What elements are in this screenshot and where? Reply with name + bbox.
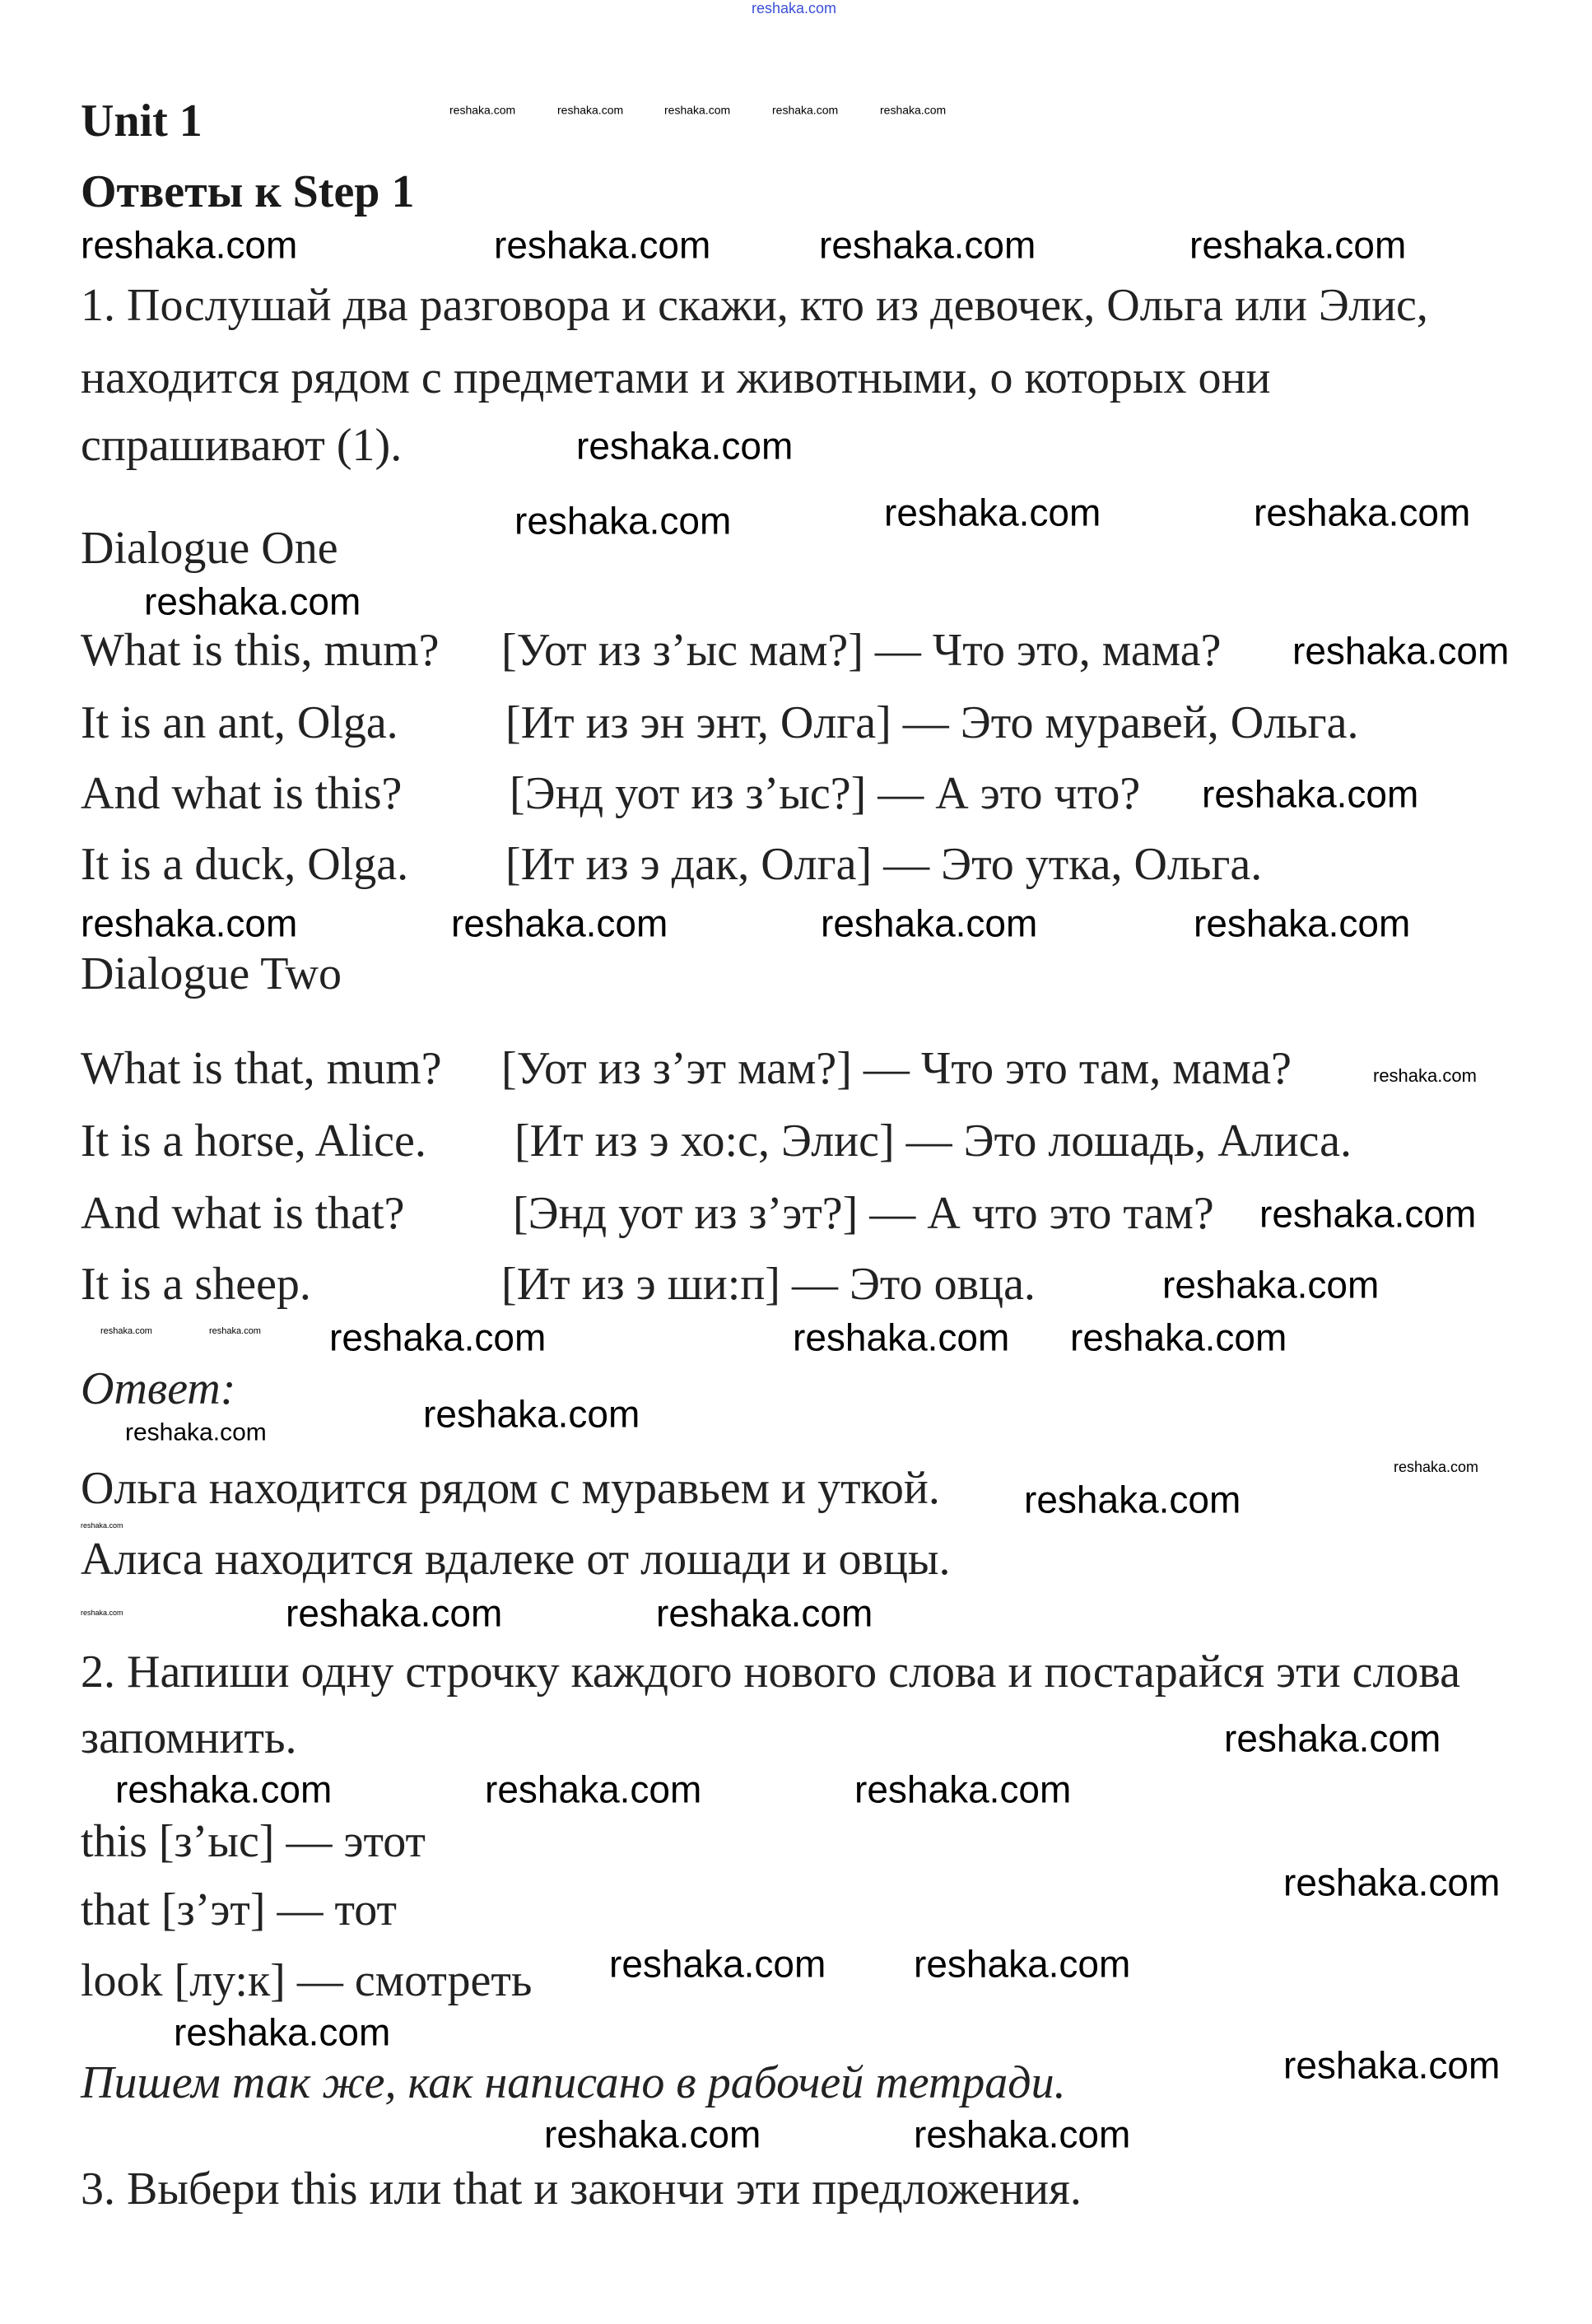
dialogue-one-title: Dialogue One <box>81 523 338 575</box>
watermark: reshaka.com <box>485 1767 702 1811</box>
watermark: reshaka.com <box>1202 772 1419 816</box>
step-title: Ответы к Step 1 <box>81 166 415 218</box>
dialogue-line-ru: [Ит из эн энт, Олга] — Это муравей, Ольга. <box>505 697 1359 749</box>
watermark: reshaka.com <box>772 103 839 117</box>
watermark: reshaka.com <box>793 1316 1010 1359</box>
answer-label: Ответ: <box>81 1363 236 1415</box>
watermark: reshaka.com <box>752 0 837 17</box>
dialogue-line-ru: [Энд уот из з’ыс?] — А это что? <box>510 768 1141 820</box>
watermark: reshaka.com <box>100 1325 152 1336</box>
watermark: reshaka.com <box>1259 1192 1477 1236</box>
dialogue-line-en: It is a sheep. <box>81 1259 311 1311</box>
watermark: reshaka.com <box>854 1767 1072 1811</box>
dialogue-line-ru: [Энд уот из з’эт?] — А что это там? <box>513 1188 1214 1240</box>
answer-text: Ольга находится рядом с муравьем и уткой. <box>81 1463 940 1515</box>
watermark: reshaka.com <box>819 223 1036 267</box>
watermark: reshaka.com <box>329 1316 547 1359</box>
watermark: reshaka.com <box>1292 629 1510 673</box>
dialogue-two-title: Dialogue Two <box>81 948 342 1000</box>
watermark: reshaka.com <box>609 1942 826 1986</box>
watermark: reshaka.com <box>81 1609 123 1618</box>
watermark: reshaka.com <box>144 580 361 623</box>
watermark: reshaka.com <box>81 1521 123 1530</box>
watermark: reshaka.com <box>286 1591 503 1635</box>
task2-note: Пишем так же, как написано в рабочей тетради. <box>81 2057 1066 2109</box>
dialogue-line-en: It is an ant, Olga. <box>81 697 398 749</box>
watermark: reshaka.com <box>1070 1316 1287 1359</box>
dialogue-line-en: It is a horse, Alice. <box>81 1115 426 1167</box>
watermark: reshaka.com <box>514 499 732 543</box>
watermark: reshaka.com <box>423 1392 640 1436</box>
watermark: reshaka.com <box>174 2010 391 2054</box>
task2-text: 2. Напиши одну строчку каждого нового слова и постарайся эти слова <box>81 1646 1460 1698</box>
task1-text: 1. Послушай два разговора и скажи, кто из девочек, Ольга или Элис, <box>81 280 1428 332</box>
watermark: reshaka.com <box>1373 1064 1477 1086</box>
dialogue-line-ru: [Уот из з’эт мам?] — Что это там, мама? <box>501 1043 1292 1095</box>
watermark: reshaka.com <box>656 1591 873 1635</box>
watermark: reshaka.com <box>1254 491 1471 534</box>
dialogue-line-en: And what is that? <box>81 1188 405 1240</box>
watermark: reshaka.com <box>821 901 1038 945</box>
watermark: reshaka.com <box>914 1942 1131 1986</box>
vocab-word: look [лу:к] — смотреть <box>81 1955 533 2007</box>
dialogue-line-en: What is that, mum? <box>81 1043 442 1095</box>
watermark: reshaka.com <box>1194 901 1411 945</box>
watermark: reshaka.com <box>1224 1716 1441 1760</box>
watermark: reshaka.com <box>449 103 516 117</box>
watermark: reshaka.com <box>125 1418 267 1446</box>
watermark: reshaka.com <box>1283 1861 1501 1904</box>
dialogue-line-en: What is this, mum? <box>81 625 440 677</box>
watermark: reshaka.com <box>1283 2043 1501 2087</box>
watermark: reshaka.com <box>914 2112 1131 2156</box>
dialogue-line-en: It is a duck, Olga. <box>81 839 409 891</box>
watermark: reshaka.com <box>451 901 668 945</box>
unit-title: Unit 1 <box>81 95 202 147</box>
watermark: reshaka.com <box>494 223 711 267</box>
watermark: reshaka.com <box>880 103 947 117</box>
dialogue-line-ru: [Ит из э хо:с, Элис] — Это лошадь, Алиса. <box>514 1115 1352 1167</box>
watermark: reshaka.com <box>1189 223 1407 267</box>
watermark: reshaka.com <box>115 1767 333 1811</box>
watermark: reshaka.com <box>1394 1459 1479 1476</box>
dialogue-line-ru: [Ит из э ши:п] — Это овца. <box>501 1259 1036 1311</box>
watermark: reshaka.com <box>664 103 731 117</box>
task3-text: 3. Выбери this или that и закончи эти предложения. <box>81 2163 1082 2215</box>
watermark: reshaka.com <box>544 2112 761 2156</box>
watermark: reshaka.com <box>557 103 624 117</box>
dialogue-line-en: And what is this? <box>81 768 403 820</box>
watermark: reshaka.com <box>81 901 298 945</box>
dialogue-line-ru: [Уот из з’ыс мам?] — Что это, мама? <box>501 625 1222 677</box>
watermark: reshaka.com <box>884 491 1101 534</box>
watermark: reshaka.com <box>1162 1263 1380 1306</box>
watermark: reshaka.com <box>576 424 794 468</box>
watermark: reshaka.com <box>1024 1478 1241 1521</box>
answer-text: Алиса находится вдалеке от лошади и овцы. <box>81 1534 951 1586</box>
task2-text: запомнить. <box>81 1712 297 1764</box>
watermark: reshaka.com <box>209 1325 261 1336</box>
task1-text: спрашивают (1). <box>81 420 403 472</box>
vocab-word: that [з’эт] — тот <box>81 1884 398 1936</box>
watermark: reshaka.com <box>81 223 298 267</box>
task1-text: находится рядом с предметами и животными, о которых они <box>81 352 1271 404</box>
vocab-word: this [з’ыс] — этот <box>81 1816 426 1868</box>
dialogue-line-ru: [Ит из э дак, Олга] — Это утка, Ольга. <box>505 839 1263 891</box>
